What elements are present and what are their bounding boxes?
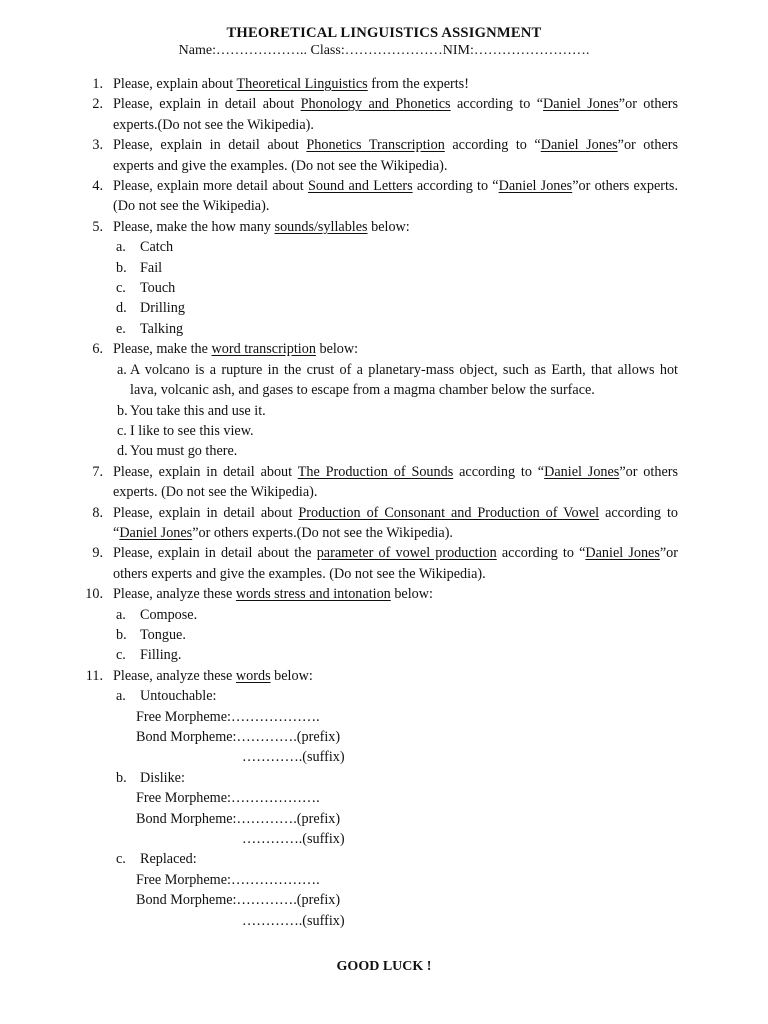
bond-morpheme-prefix-line: Bond Morpheme:………….(prefix)	[136, 892, 341, 909]
question-9: 9. Please, explain in detail about the parameter of vowel production according to “Daniel Jones”or others experts and give the examples. (Do not see the Wikipedia).	[0, 543, 768, 584]
bond-morpheme-suffix-line: ………….(suffix)	[242, 912, 345, 929]
question-number: 2.	[92, 96, 103, 113]
free-morpheme-line: Free Morpheme:……………….	[136, 708, 320, 725]
list-item: c. Replaced:	[116, 851, 197, 868]
question-number: 6.	[92, 341, 103, 358]
question-number: 9.	[92, 545, 103, 562]
list-item: a. Untouchable:	[116, 688, 217, 705]
underlined-author: Daniel Jones	[585, 545, 660, 562]
list-item: d. You must go there.	[117, 443, 238, 460]
underlined-author: Daniel Jones	[498, 178, 573, 195]
question-list	[0, 74, 768, 931]
list-item: c. Filling.	[116, 647, 182, 664]
underlined-topic: words stress and intonation	[235, 586, 391, 603]
underlined-author: Daniel Jones	[543, 96, 619, 113]
question-number: 3.	[92, 137, 103, 154]
bond-morpheme-suffix-line: ………….(suffix)	[242, 831, 345, 848]
underlined-topic: Phonology and Phonetics	[300, 96, 451, 113]
underlined-author: Daniel Jones	[540, 137, 618, 154]
list-item: a. Compose.	[116, 606, 198, 623]
question-3: 3. Please, explain in detail about Phonetics Transcription according to “Daniel Jones”or others experts and give the examples. (Do not see the Wikipedia).	[0, 135, 768, 176]
underlined-author: Daniel Jones	[119, 524, 193, 541]
question-8: 8. Please, explain in detail about Production of Consonant and Production of Vowel according to “Daniel Jones”or others experts.(Do not see the Wikipedia).	[0, 503, 768, 544]
question-2: 2. Please, explain in detail about Phonology and Phonetics according to “Daniel Jones”or others experts.(Do not see the Wikipedia).	[0, 94, 768, 135]
bond-morpheme-prefix-line: Bond Morpheme:………….(prefix)	[136, 810, 341, 827]
list-item: b. You take this and use it.	[117, 402, 266, 419]
list-item: a. Catch	[116, 239, 174, 256]
list-item: e. Talking	[116, 320, 184, 337]
bond-morpheme-prefix-line: Bond Morpheme:………….(prefix)	[136, 729, 341, 745]
question-number: 7.	[92, 463, 103, 480]
question-10: 10. Please, analyze these words stress and intonation below:	[0, 584, 768, 604]
question-number: 4.	[92, 178, 103, 195]
list-item: c. I like to see this view.	[117, 422, 254, 439]
bond-morpheme-suffix-line: ………….(suffix)	[242, 749, 345, 766]
question-11: 11. Please, analyze these words below:	[0, 666, 768, 686]
free-morpheme-line: Free Morpheme:……………….	[136, 871, 320, 888]
question-6: 6. Please, make the word transcription below:	[0, 339, 768, 359]
underlined-topic: Sound and Letters	[307, 178, 413, 195]
question-1: 1. Please, explain about Theoretical Linguistics from the experts!	[0, 74, 768, 94]
list-item: c. Touch	[116, 280, 176, 297]
question-number: 1.	[92, 76, 103, 92]
page-title: THEORETICAL LINGUISTICS ASSIGNMENT	[226, 25, 542, 41]
underlined-topic: Theoretical Linguistics	[236, 76, 368, 92]
question-number: 5.	[92, 218, 103, 235]
list-item: b. Tongue.	[116, 626, 186, 643]
question-number: 10.	[85, 586, 103, 603]
student-info-line: Name:……………….. Class:…………………NIM:…………………….	[178, 43, 590, 58]
underlined-topic: words	[235, 667, 271, 684]
question-5: 5. Please, make the how many sounds/syllables below:	[0, 217, 768, 237]
list-item: b. Fail	[116, 259, 163, 276]
underlined-topic: parameter of vowel production	[316, 545, 497, 562]
question-number: 11.	[85, 667, 103, 684]
underlined-topic: Production of Consonant and Production of Vowel	[298, 504, 600, 521]
question-7: 7. Please, explain in detail about The Production of Sounds according to “Daniel Jones”or others experts. (Do not see the Wikipedia).	[0, 462, 768, 503]
closing-text: GOOD LUCK !	[336, 959, 432, 974]
list-item: b. Dislike:	[116, 769, 185, 786]
list-item: d. Drilling	[116, 300, 185, 317]
question-4: 4. Please, explain more detail about Sound and Letters according to “Daniel Jones”or others experts. (Do not see the Wikipedia).	[0, 176, 768, 217]
underlined-topic: sounds/syllables	[274, 218, 368, 235]
underlined-topic: word transcription	[211, 341, 316, 358]
underlined-topic: The Production of Sounds	[297, 463, 454, 480]
list-item: a. A volcano is a rupture in the crust of a planetary-mass object, such as Earth, that allows hot lava, volcanic ash, and gases to escape from a magma chamber below the surface.	[117, 361, 678, 399]
free-morpheme-line: Free Morpheme:……………….	[136, 790, 320, 807]
underlined-topic: Phonetics Transcription	[306, 137, 445, 154]
underlined-author: Daniel Jones	[544, 463, 620, 480]
question-number: 8.	[92, 504, 103, 521]
